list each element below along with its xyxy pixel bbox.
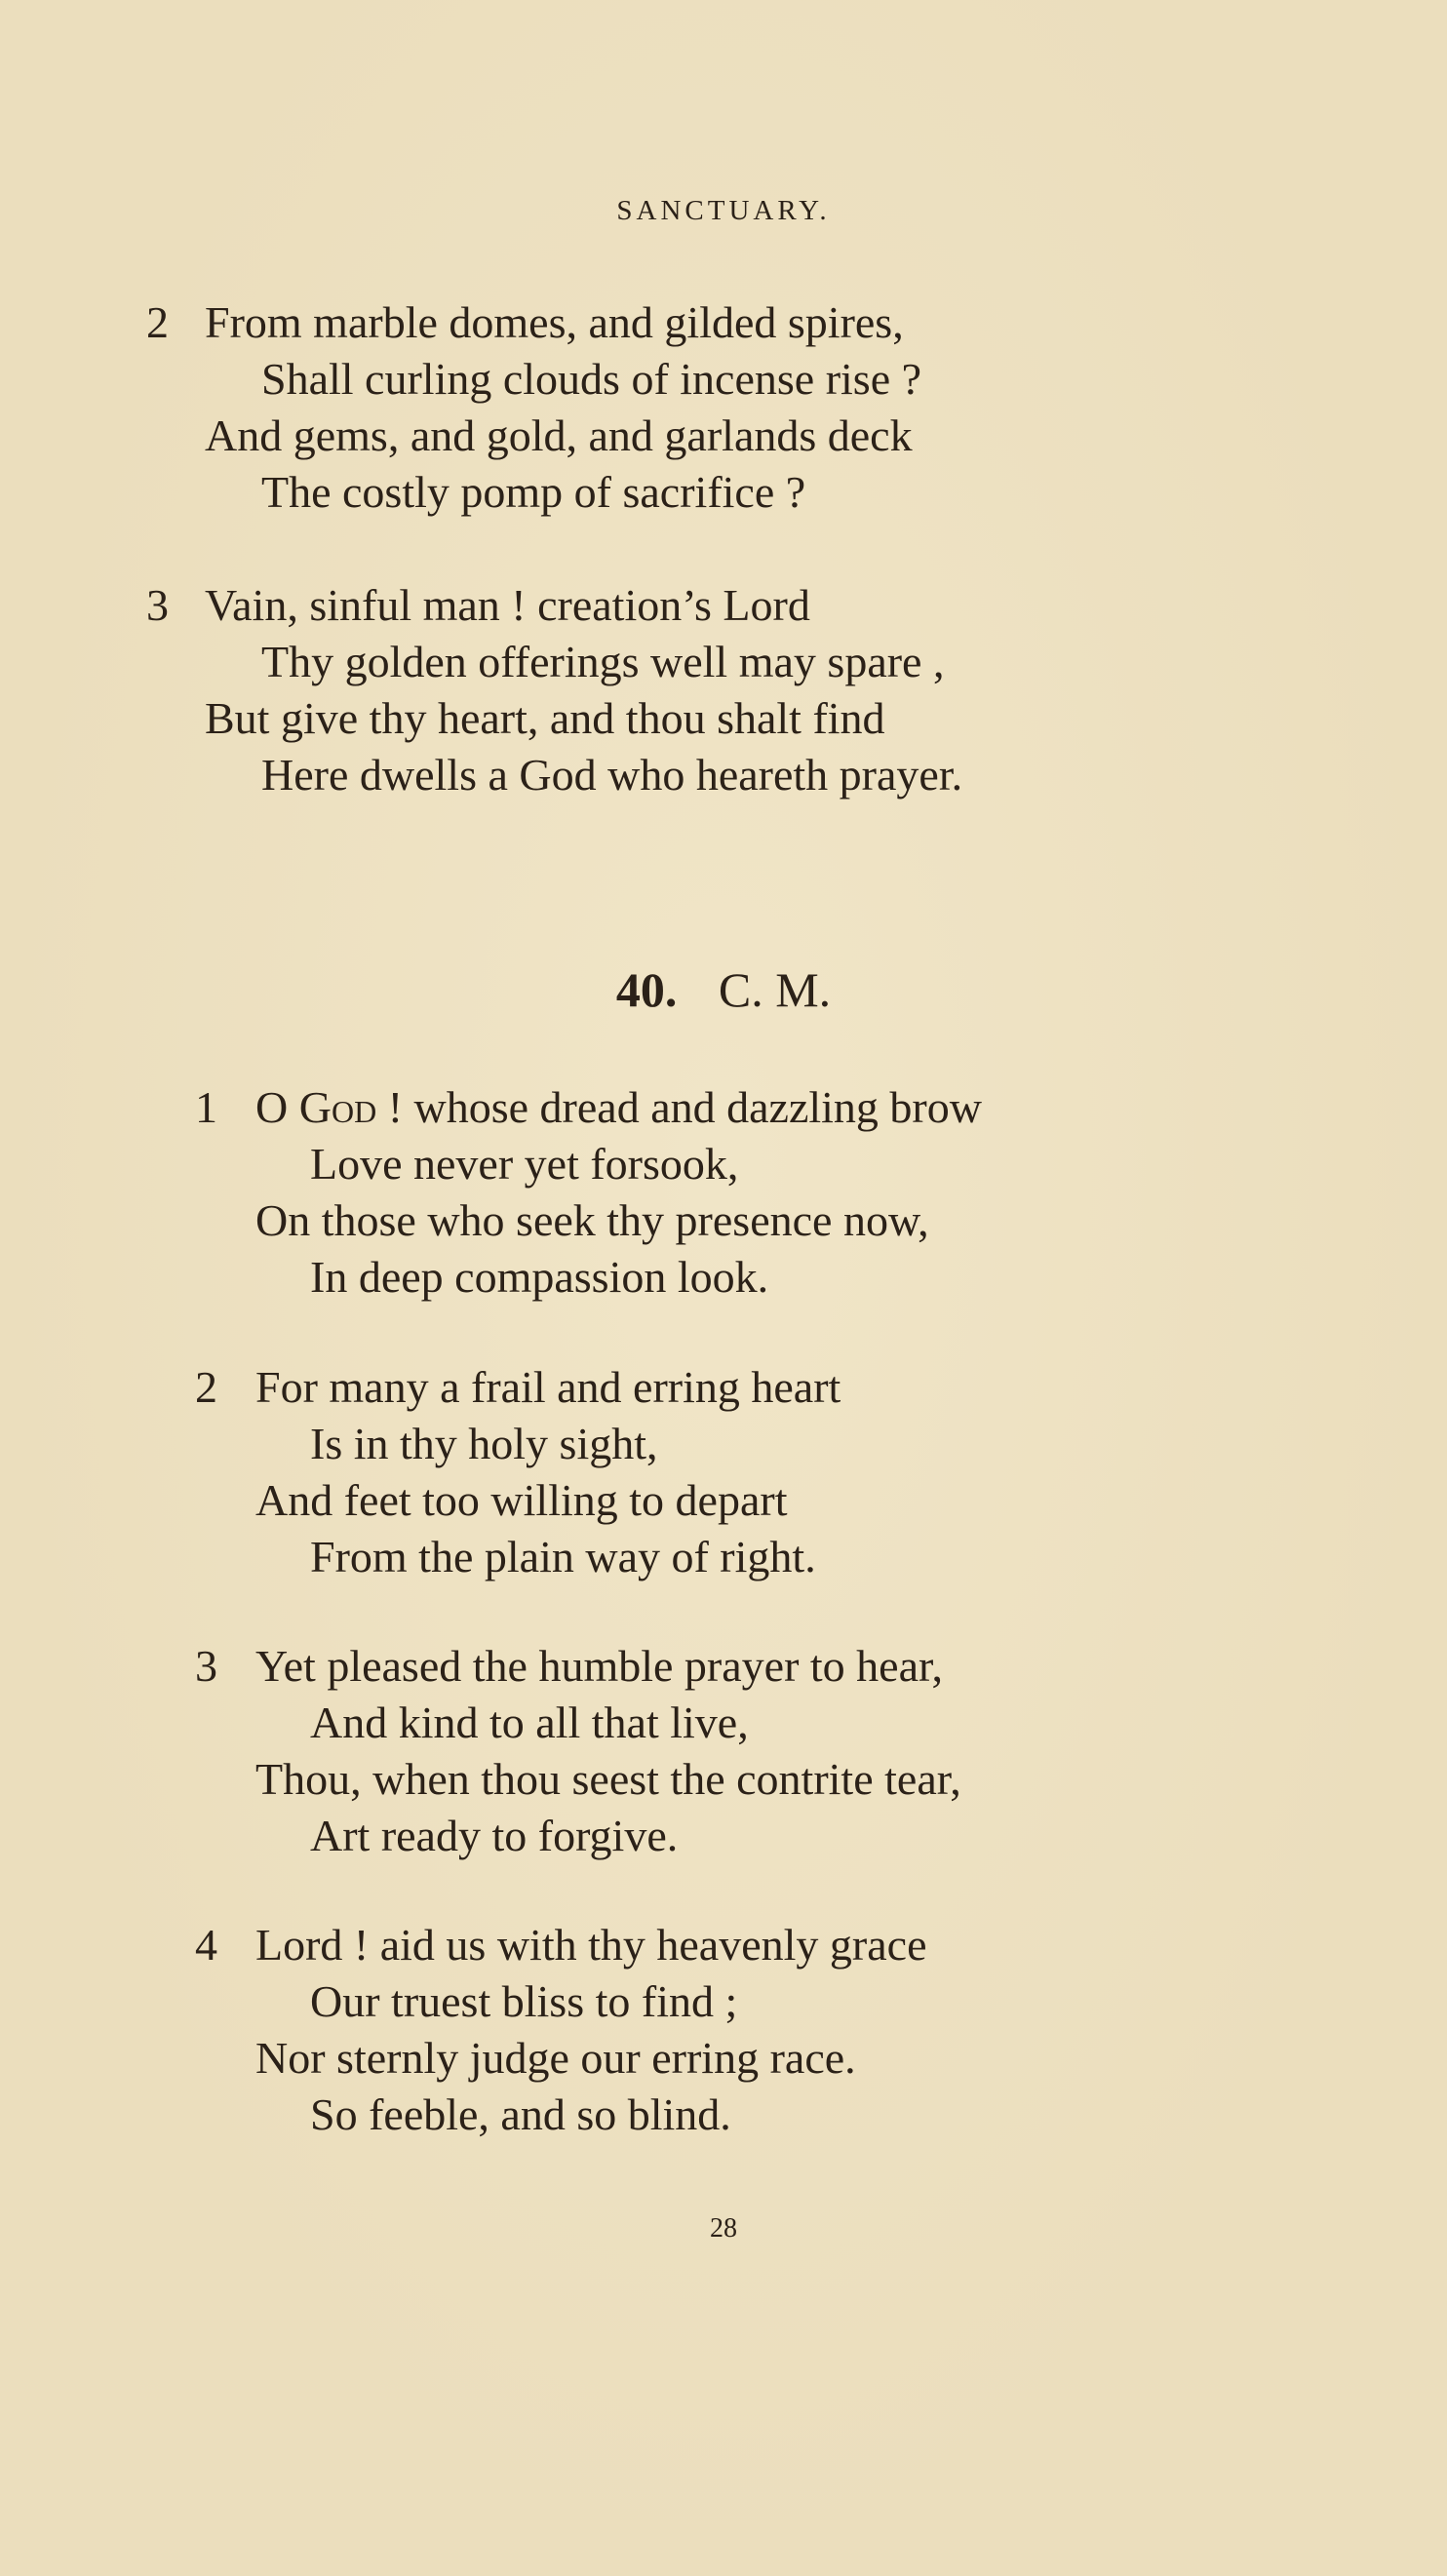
hymn-number: 40.: [615, 962, 678, 1017]
stanza-number: 3: [146, 580, 169, 630]
verse-line: Our truest bliss to find ;: [310, 1976, 738, 2026]
verse-line: Yet pleased the humble prayer to hear,: [255, 1641, 943, 1691]
page-number: 28: [710, 2213, 737, 2244]
verse-line: Nor sternly judge our erring race.: [255, 2033, 856, 2083]
verse-line: So feeble, and so blind.: [310, 2089, 731, 2139]
verse-line: From the plain way of right.: [310, 1532, 816, 1581]
verse-line: Vain, sinful man ! creation’s Lord: [205, 580, 810, 630]
verse-line: And kind to all that live,: [310, 1698, 749, 1747]
verse-line: But give thy heart, and thou shalt find: [205, 693, 885, 743]
stanza-number: 2: [195, 1362, 217, 1412]
stanza-number: 3: [195, 1641, 217, 1691]
verse-line: For many a frail and erring heart: [255, 1362, 841, 1412]
hymn-heading: [0, 960, 1447, 1019]
hymn-meter: C. M.: [718, 962, 832, 1017]
verse-line: Lord ! aid us with thy heavenly grace: [255, 1920, 927, 1970]
verse-line: Love never yet forsook,: [310, 1139, 739, 1189]
stanza-number: 2: [146, 297, 169, 347]
verse-line: Shall curling clouds of incense rise ?: [261, 354, 922, 404]
verse-line: Thy golden offerings well may spare ,: [261, 637, 945, 686]
verse-line: [255, 1079, 982, 1136]
verse-line: And gems, and gold, and garlands deck: [205, 410, 913, 460]
stanza-number: 1: [195, 1082, 217, 1132]
verse-line: From marble domes, and gilded spires,: [205, 297, 904, 347]
verse-line: The costly pomp of sacrifice ?: [261, 467, 806, 517]
verse-line: Thou, when thou seest the contrite tear,: [255, 1754, 961, 1804]
verse-line: Is in thy holy sight,: [310, 1419, 658, 1468]
verse-line: Here dwells a God who heareth prayer.: [261, 750, 963, 800]
stanza-number: 4: [195, 1920, 217, 1970]
verse-line: And feet too willing to depart: [255, 1475, 788, 1525]
running-header: SANCTUARY.: [616, 195, 831, 226]
verse-line: In deep compassion look.: [310, 1252, 769, 1302]
verse-line: On those who seek thy presence now,: [255, 1195, 929, 1245]
verse-line-text: O God ! whose dread and dazzling brow: [255, 1082, 982, 1132]
verse-line: Art ready to forgive.: [310, 1811, 679, 1860]
divine-name: God: [298, 1082, 377, 1132]
